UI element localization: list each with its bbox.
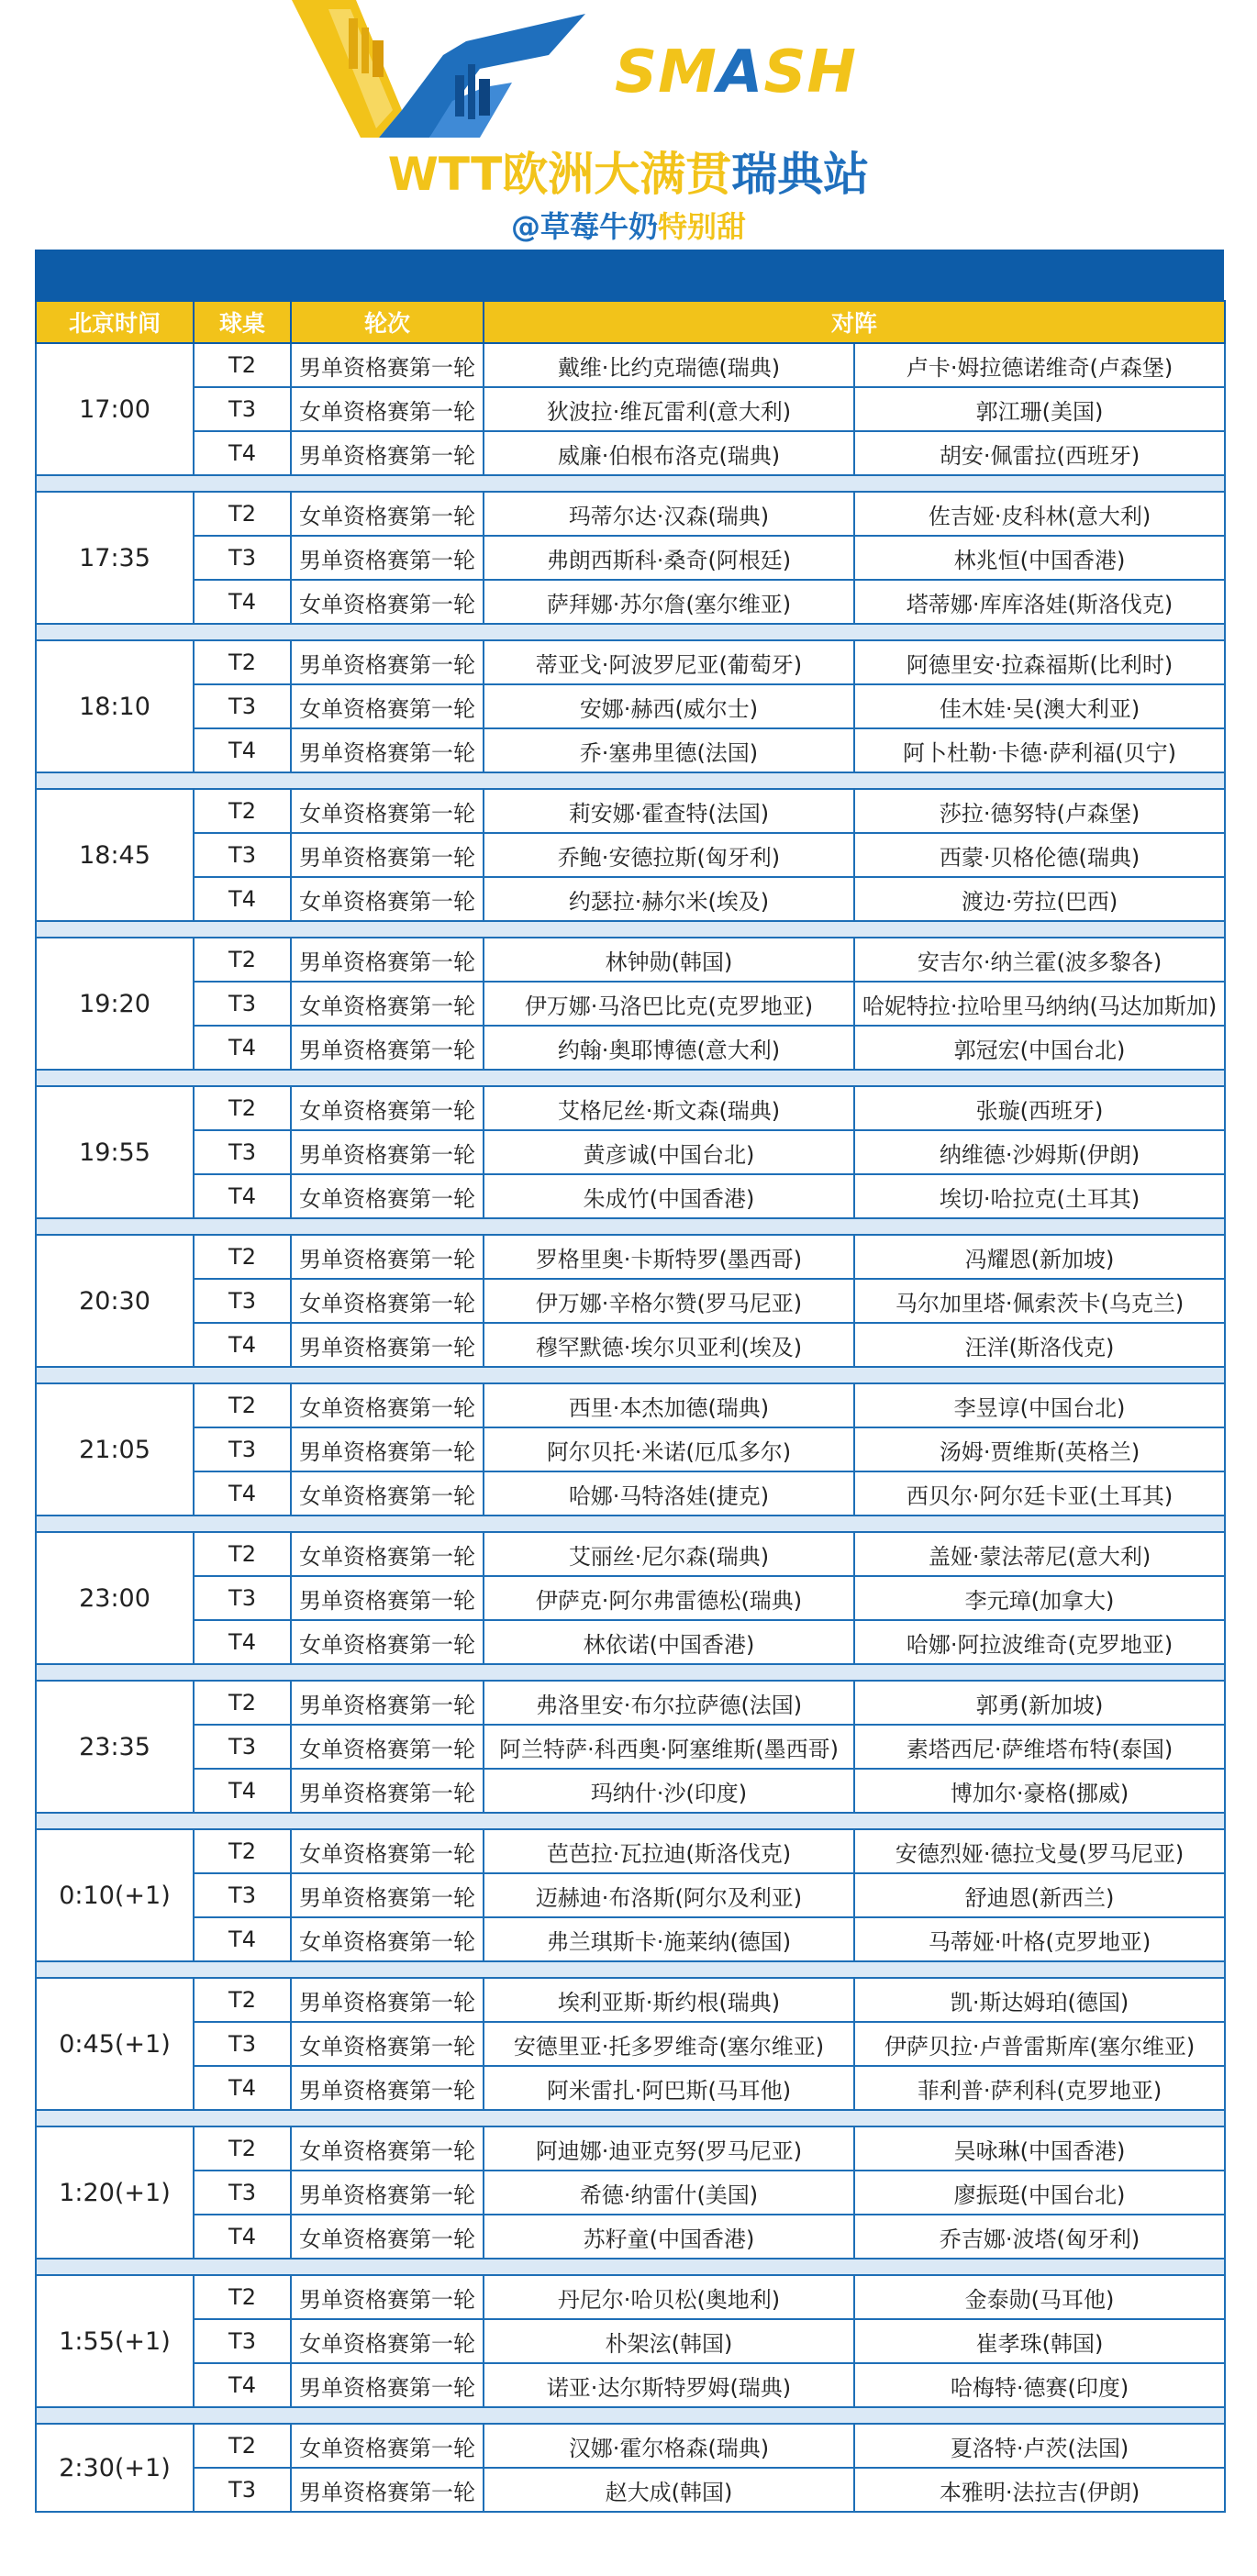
author-main: @草莓牛奶: [510, 209, 658, 244]
round-cell: 女单资格赛第一轮: [291, 1471, 484, 1516]
table-cell: T4: [194, 580, 291, 624]
round-cell: 女单资格赛第一轮: [291, 2424, 484, 2468]
table-cell: T3: [194, 1130, 291, 1174]
table-row: [36, 580, 1225, 624]
player2-cell: 卢卡·姆拉德诺维奇(卢森堡): [854, 343, 1225, 387]
slot-separator: [36, 1218, 1225, 1235]
table-cell: T3: [194, 833, 291, 877]
player2-cell: 塔蒂娜·库库洛娃(斯洛伐克): [854, 580, 1225, 624]
slot-separator: [36, 772, 1225, 789]
brand-suffix: SH: [763, 39, 857, 106]
table-cell: T3: [194, 2022, 291, 2066]
separator-cell: [36, 1516, 1225, 1532]
player1-cell: 埃利亚斯·斯约根(瑞典): [484, 1978, 854, 2022]
col-table-header: 球桌: [194, 301, 291, 343]
player2-cell: 阿德里安·拉森福斯(比利时): [854, 640, 1225, 684]
player1-cell: 黄彦诚(中国台北): [484, 1130, 854, 1174]
player2-cell: 菲利普·萨利科(克罗地亚): [854, 2066, 1225, 2110]
player1-cell: 苏籽童(中国香港): [484, 2215, 854, 2259]
time-cell: 18:10: [36, 640, 194, 772]
player2-cell: 哈梅特·德赛(印度): [854, 2363, 1225, 2407]
table-row: [36, 387, 1225, 431]
player1-cell: 穆罕默德·埃尔贝亚利(埃及): [484, 1323, 854, 1367]
player2-cell: 纳维德·沙姆斯(伊朗): [854, 1130, 1225, 1174]
table-row: [36, 1471, 1225, 1516]
table-row: [36, 1873, 1225, 1917]
table-cell: T2: [194, 1978, 291, 2022]
brand-middle: A: [717, 39, 764, 106]
player2-cell: 张璇(西班牙): [854, 1086, 1225, 1130]
player2-cell: 吴咏琳(中国香港): [854, 2126, 1225, 2171]
table-row: [36, 1681, 1225, 1725]
player2-cell: 莎拉·德努特(卢森堡): [854, 789, 1225, 833]
player2-cell: 马尔加里塔·佩索茨卡(乌克兰): [854, 1279, 1225, 1323]
player1-cell: 哈娜·马特洛娃(捷克): [484, 1471, 854, 1516]
player1-cell: 乔·塞弗里德(法国): [484, 728, 854, 772]
player1-cell: 伊万娜·辛格尔赞(罗马尼亚): [484, 1279, 854, 1323]
separator-cell: [36, 1664, 1225, 1681]
separator-cell: [36, 475, 1225, 492]
round-cell: 男单资格赛第一轮: [291, 1427, 484, 1471]
slot-separator: [36, 2407, 1225, 2424]
round-cell: 男单资格赛第一轮: [291, 1576, 484, 1620]
time-cell: 1:20(+1): [36, 2126, 194, 2259]
table-cell: T2: [194, 2275, 291, 2319]
table-row: [36, 536, 1225, 580]
round-cell: 男单资格赛第一轮: [291, 640, 484, 684]
player1-cell: 汉娜·霍尔格森(瑞典): [484, 2424, 854, 2468]
table-row: [36, 1620, 1225, 1664]
table-row: [36, 431, 1225, 475]
player2-cell: 汤姆·贾维斯(英格兰): [854, 1427, 1225, 1471]
table-row: [36, 2424, 1225, 2468]
player2-cell: 汪洋(斯洛伐克): [854, 1323, 1225, 1367]
player1-cell: 乔鲍·安德拉斯(匈牙利): [484, 833, 854, 877]
table-cell: T3: [194, 1427, 291, 1471]
round-cell: 男单资格赛第一轮: [291, 728, 484, 772]
separator-cell: [36, 921, 1225, 938]
player2-cell: 李昱谆(中国台北): [854, 1383, 1225, 1427]
table-cell: T2: [194, 1829, 291, 1873]
table-cell: T2: [194, 1235, 291, 1279]
time-cell: 20:30: [36, 1235, 194, 1367]
round-cell: 女单资格赛第一轮: [291, 877, 484, 921]
table-cell: T3: [194, 1873, 291, 1917]
player1-cell: 罗格里奥·卡斯特罗(墨西哥): [484, 1235, 854, 1279]
table-cell: T2: [194, 640, 291, 684]
table-row: [36, 640, 1225, 684]
player1-cell: 阿尔贝托·米诺(厄瓜多尔): [484, 1427, 854, 1471]
page-title: [0, 138, 1257, 204]
player1-cell: 林钟勋(韩国): [484, 938, 854, 982]
player2-cell: 哈娜·阿拉波维奇(克罗地亚): [854, 1620, 1225, 1664]
round-cell: 女单资格赛第一轮: [291, 1725, 484, 1769]
table-row: [36, 2171, 1225, 2215]
round-cell: 女单资格赛第一轮: [291, 1532, 484, 1576]
table-row: [36, 1769, 1225, 1813]
separator-cell: [36, 2259, 1225, 2275]
player2-cell: 渡边·劳拉(巴西): [854, 877, 1225, 921]
player2-cell: 乔吉娜·波塔(匈牙利): [854, 2215, 1225, 2259]
slot-separator: [36, 1961, 1225, 1978]
wtt-v-logo: [292, 0, 585, 138]
player2-cell: 郭勇(新加坡): [854, 1681, 1225, 1725]
player2-cell: 廖振珽(中国台北): [854, 2171, 1225, 2215]
table-cell: T3: [194, 536, 291, 580]
table-cell: T4: [194, 1917, 291, 1961]
table-row: [36, 343, 1225, 387]
table-cell: T4: [194, 877, 291, 921]
table-row: [36, 2126, 1225, 2171]
brand-prefix: SM: [615, 39, 717, 106]
table-row: [36, 2319, 1225, 2363]
table-cell: T2: [194, 1383, 291, 1427]
player1-cell: 威廉·伯根布洛克(瑞典): [484, 431, 854, 475]
table-row: [36, 1086, 1225, 1130]
table-cell: T3: [194, 982, 291, 1026]
round-cell: 男单资格赛第一轮: [291, 343, 484, 387]
time-cell: 0:45(+1): [36, 1978, 194, 2110]
table-row: [36, 1026, 1225, 1070]
round-cell: 女单资格赛第一轮: [291, 2319, 484, 2363]
table-row: [36, 1829, 1225, 1873]
player2-cell: 哈妮特拉·拉哈里马纳纳(马达加斯加): [854, 982, 1225, 1026]
table-row: [36, 2215, 1225, 2259]
slot-separator: [36, 1367, 1225, 1383]
table-row: [36, 833, 1225, 877]
table-cell: T4: [194, 1620, 291, 1664]
player1-cell: 莉安娜·霍查特(法国): [484, 789, 854, 833]
slot-separator: [36, 1070, 1225, 1086]
player1-cell: 朴架泫(韩国): [484, 2319, 854, 2363]
time-cell: 23:35: [36, 1681, 194, 1813]
table-cell: T3: [194, 2319, 291, 2363]
table-row: [36, 1383, 1225, 1427]
player1-cell: 蒂亚戈·阿波罗尼亚(葡萄牙): [484, 640, 854, 684]
table-cell: T4: [194, 2215, 291, 2259]
table-cell: T2: [194, 1532, 291, 1576]
player1-cell: 阿米雷扎·阿巴斯(马耳他): [484, 2066, 854, 2110]
player2-cell: 冯耀恩(新加坡): [854, 1235, 1225, 1279]
time-cell: 17:35: [36, 492, 194, 624]
round-cell: 男单资格赛第一轮: [291, 1681, 484, 1725]
table-cell: T3: [194, 2171, 291, 2215]
schedule-table: [35, 300, 1226, 2513]
round-cell: 女单资格赛第一轮: [291, 2126, 484, 2171]
round-cell: 男单资格赛第一轮: [291, 2363, 484, 2407]
player1-cell: 艾丽丝·尼尔森(瑞典): [484, 1532, 854, 1576]
player2-cell: 佳木娃·吴(澳大利亚): [854, 684, 1225, 728]
round-cell: 男单资格赛第一轮: [291, 1235, 484, 1279]
player2-cell: 安德烈娅·德拉戈曼(罗马尼亚): [854, 1829, 1225, 1873]
time-cell: 19:20: [36, 938, 194, 1070]
player1-cell: 戴维·比约克瑞德(瑞典): [484, 343, 854, 387]
player1-cell: 希德·纳雷什(美国): [484, 2171, 854, 2215]
player1-cell: 弗朗西斯科·桑奇(阿根廷): [484, 536, 854, 580]
round-cell: 女单资格赛第一轮: [291, 1829, 484, 1873]
separator-cell: [36, 2407, 1225, 2424]
slot-separator: [36, 2259, 1225, 2275]
separator-cell: [36, 1070, 1225, 1086]
table-row: [36, 938, 1225, 982]
table-cell: T3: [194, 1576, 291, 1620]
player2-cell: 郭冠宏(中国台北): [854, 1026, 1225, 1070]
player1-cell: 约瑟拉·赫尔米(埃及): [484, 877, 854, 921]
separator-cell: [36, 1367, 1225, 1383]
slot-separator: [36, 475, 1225, 492]
player2-cell: 马蒂娅·叶格(克罗地亚): [854, 1917, 1225, 1961]
table-row: [36, 1427, 1225, 1471]
table-row: [36, 982, 1225, 1026]
table-row: [36, 2363, 1225, 2407]
slot-separator: [36, 2110, 1225, 2126]
player1-cell: 伊万娜·马洛巴比克(克罗地亚): [484, 982, 854, 1026]
round-cell: 女单资格赛第一轮: [291, 1086, 484, 1130]
table-cell: T3: [194, 1725, 291, 1769]
player1-cell: 伊萨克·阿尔弗雷德松(瑞典): [484, 1576, 854, 1620]
table-cell: T2: [194, 2424, 291, 2468]
table-row: [36, 1235, 1225, 1279]
header-row: [36, 301, 1225, 343]
player2-cell: 素塔西尼·萨维塔布特(泰国): [854, 1725, 1225, 1769]
table-row: [36, 2066, 1225, 2110]
table-row: [36, 2275, 1225, 2319]
table-cell: T2: [194, 1086, 291, 1130]
player1-cell: 林依诺(中国香港): [484, 1620, 854, 1664]
poster-header: [0, 0, 1257, 250]
title-main: WTT欧洲大满贯: [387, 148, 732, 201]
time-cell: 19:55: [36, 1086, 194, 1218]
round-cell: 女单资格赛第一轮: [291, 684, 484, 728]
table-row: [36, 492, 1225, 536]
round-cell: 男单资格赛第一轮: [291, 938, 484, 982]
col-matchup-header: 对阵: [484, 301, 1225, 343]
table-cell: T4: [194, 1174, 291, 1218]
round-cell: 男单资格赛第一轮: [291, 536, 484, 580]
player1-cell: 阿迪娜·迪亚克努(罗马尼亚): [484, 2126, 854, 2171]
table-row: [36, 1532, 1225, 1576]
player2-cell: 西蒙·贝格伦德(瑞典): [854, 833, 1225, 877]
player1-cell: 诺亚·达尔斯特罗姆(瑞典): [484, 2363, 854, 2407]
table-cell: T2: [194, 1681, 291, 1725]
round-cell: 女单资格赛第一轮: [291, 1279, 484, 1323]
table-cell: T3: [194, 2468, 291, 2512]
player2-cell: 本雅明·法拉吉(伊朗): [854, 2468, 1225, 2512]
round-cell: 女单资格赛第一轮: [291, 789, 484, 833]
player1-cell: 丹尼尔·哈贝松(奥地利): [484, 2275, 854, 2319]
player2-cell: 夏洛特·卢茨(法国): [854, 2424, 1225, 2468]
player2-cell: 伊萨贝拉·卢普雷斯库(塞尔维亚): [854, 2022, 1225, 2066]
player1-cell: 安德里亚·托多罗维奇(塞尔维亚): [484, 2022, 854, 2066]
separator-cell: [36, 1813, 1225, 1829]
round-cell: 男单资格赛第一轮: [291, 1873, 484, 1917]
smash-brand: [615, 39, 857, 106]
table-row: [36, 1130, 1225, 1174]
player2-cell: 郭江珊(美国): [854, 387, 1225, 431]
round-cell: 女单资格赛第一轮: [291, 580, 484, 624]
separator-cell: [36, 1218, 1225, 1235]
player1-cell: 芭芭拉·瓦拉迪(斯洛伐克): [484, 1829, 854, 1873]
player2-cell: 佐吉娅·皮科林(意大利): [854, 492, 1225, 536]
table-cell: T4: [194, 728, 291, 772]
table-cell: T4: [194, 1323, 291, 1367]
player1-cell: 安娜·赫西(威尔士): [484, 684, 854, 728]
time-cell: 23:00: [36, 1532, 194, 1664]
round-cell: 女单资格赛第一轮: [291, 1174, 484, 1218]
round-cell: 女单资格赛第一轮: [291, 1917, 484, 1961]
col-round-header: 轮次: [291, 301, 484, 343]
table-cell: T4: [194, 2066, 291, 2110]
table-row: [36, 789, 1225, 833]
player1-cell: 约翰·奥耶博德(意大利): [484, 1026, 854, 1070]
table-cell: T3: [194, 387, 291, 431]
player1-cell: 朱成竹(中国香港): [484, 1174, 854, 1218]
player2-cell: 安吉尔·纳兰霍(波多黎各): [854, 938, 1225, 982]
table-cell: T2: [194, 343, 291, 387]
table-cell: T2: [194, 938, 291, 982]
col-time-header: 北京时间: [36, 301, 194, 343]
round-cell: 男单资格赛第一轮: [291, 1130, 484, 1174]
schedule-table-wrap: [35, 250, 1224, 2513]
title-accent: 瑞典站: [731, 148, 870, 201]
table-row: [36, 1725, 1225, 1769]
player2-cell: 盖娅·蒙法蒂尼(意大利): [854, 1532, 1225, 1576]
round-cell: 男单资格赛第一轮: [291, 833, 484, 877]
player2-cell: 舒迪恩(新西兰): [854, 1873, 1225, 1917]
table-cell: T4: [194, 1769, 291, 1813]
round-cell: 女单资格赛第一轮: [291, 2215, 484, 2259]
round-cell: 女单资格赛第一轮: [291, 982, 484, 1026]
round-cell: 女单资格赛第一轮: [291, 1620, 484, 1664]
time-cell: 2:30(+1): [36, 2424, 194, 2512]
slot-separator: [36, 1516, 1225, 1532]
player1-cell: 阿兰特萨·科西奥·阿塞维斯(墨西哥): [484, 1725, 854, 1769]
round-cell: 男单资格赛第一轮: [291, 1026, 484, 1070]
separator-cell: [36, 772, 1225, 789]
round-cell: 女单资格赛第一轮: [291, 387, 484, 431]
player1-cell: 玛蒂尔达·汉森(瑞典): [484, 492, 854, 536]
round-cell: 女单资格赛第一轮: [291, 2022, 484, 2066]
table-row: [36, 2468, 1225, 2512]
round-cell: 男单资格赛第一轮: [291, 2066, 484, 2110]
player1-cell: 狄波拉·维瓦雷利(意大利): [484, 387, 854, 431]
player2-cell: 李元璋(加拿大): [854, 1576, 1225, 1620]
player1-cell: 萨拜娜·苏尔詹(塞尔维亚): [484, 580, 854, 624]
player1-cell: 艾格尼丝·斯文森(瑞典): [484, 1086, 854, 1130]
table-row: [36, 1174, 1225, 1218]
table-cell: T2: [194, 2126, 291, 2171]
author-accent: 特别甜: [658, 209, 747, 244]
slot-separator: [36, 1813, 1225, 1829]
table-top-bar: [35, 250, 1224, 300]
player1-cell: 玛纳什·沙(印度): [484, 1769, 854, 1813]
author-credit: [0, 204, 1257, 246]
player2-cell: 胡安·佩雷拉(西班牙): [854, 431, 1225, 475]
table-row: [36, 1279, 1225, 1323]
player2-cell: 西贝尔·阿尔廷卡亚(土耳其): [854, 1471, 1225, 1516]
round-cell: 男单资格赛第一轮: [291, 2171, 484, 2215]
table-cell: T2: [194, 492, 291, 536]
table-row: [36, 2022, 1225, 2066]
slot-separator: [36, 1664, 1225, 1681]
player1-cell: 西里·本杰加德(瑞典): [484, 1383, 854, 1427]
table-cell: T3: [194, 1279, 291, 1323]
round-cell: 男单资格赛第一轮: [291, 2275, 484, 2319]
time-cell: 18:45: [36, 789, 194, 921]
round-cell: 女单资格赛第一轮: [291, 1383, 484, 1427]
slot-separator: [36, 624, 1225, 640]
table-row: [36, 877, 1225, 921]
player1-cell: 赵大成(韩国): [484, 2468, 854, 2512]
table-cell: T2: [194, 789, 291, 833]
table-row: [36, 684, 1225, 728]
time-cell: 17:00: [36, 343, 194, 475]
round-cell: 男单资格赛第一轮: [291, 2468, 484, 2512]
table-cell: T4: [194, 431, 291, 475]
separator-cell: [36, 624, 1225, 640]
player2-cell: 阿卜杜勒·卡德·萨利福(贝宁): [854, 728, 1225, 772]
table-row: [36, 1576, 1225, 1620]
player2-cell: 博加尔·豪格(挪威): [854, 1769, 1225, 1813]
table-cell: T4: [194, 1471, 291, 1516]
round-cell: 男单资格赛第一轮: [291, 1323, 484, 1367]
player2-cell: 林兆恒(中国香港): [854, 536, 1225, 580]
player2-cell: 埃切·哈拉克(土耳其): [854, 1174, 1225, 1218]
separator-cell: [36, 1961, 1225, 1978]
round-cell: 女单资格赛第一轮: [291, 492, 484, 536]
player1-cell: 弗洛里安·布尔拉萨德(法国): [484, 1681, 854, 1725]
separator-cell: [36, 2110, 1225, 2126]
round-cell: 男单资格赛第一轮: [291, 1978, 484, 2022]
time-cell: 1:55(+1): [36, 2275, 194, 2407]
schedule-body: [36, 343, 1225, 2512]
table-row: [36, 728, 1225, 772]
round-cell: 男单资格赛第一轮: [291, 1769, 484, 1813]
time-cell: 21:05: [36, 1383, 194, 1516]
player2-cell: 凯·斯达姆珀(德国): [854, 1978, 1225, 2022]
table-row: [36, 1323, 1225, 1367]
table-cell: T3: [194, 684, 291, 728]
player1-cell: 迈赫迪·布洛斯(阿尔及利亚): [484, 1873, 854, 1917]
time-cell: 0:10(+1): [36, 1829, 194, 1961]
table-cell: T4: [194, 2363, 291, 2407]
slot-separator: [36, 921, 1225, 938]
player2-cell: 崔孝珠(韩国): [854, 2319, 1225, 2363]
player1-cell: 弗兰琪斯卡·施莱纳(德国): [484, 1917, 854, 1961]
player2-cell: 金泰勋(马耳他): [854, 2275, 1225, 2319]
round-cell: 男单资格赛第一轮: [291, 431, 484, 475]
table-cell: T4: [194, 1026, 291, 1070]
table-row: [36, 1917, 1225, 1961]
table-row: [36, 1978, 1225, 2022]
